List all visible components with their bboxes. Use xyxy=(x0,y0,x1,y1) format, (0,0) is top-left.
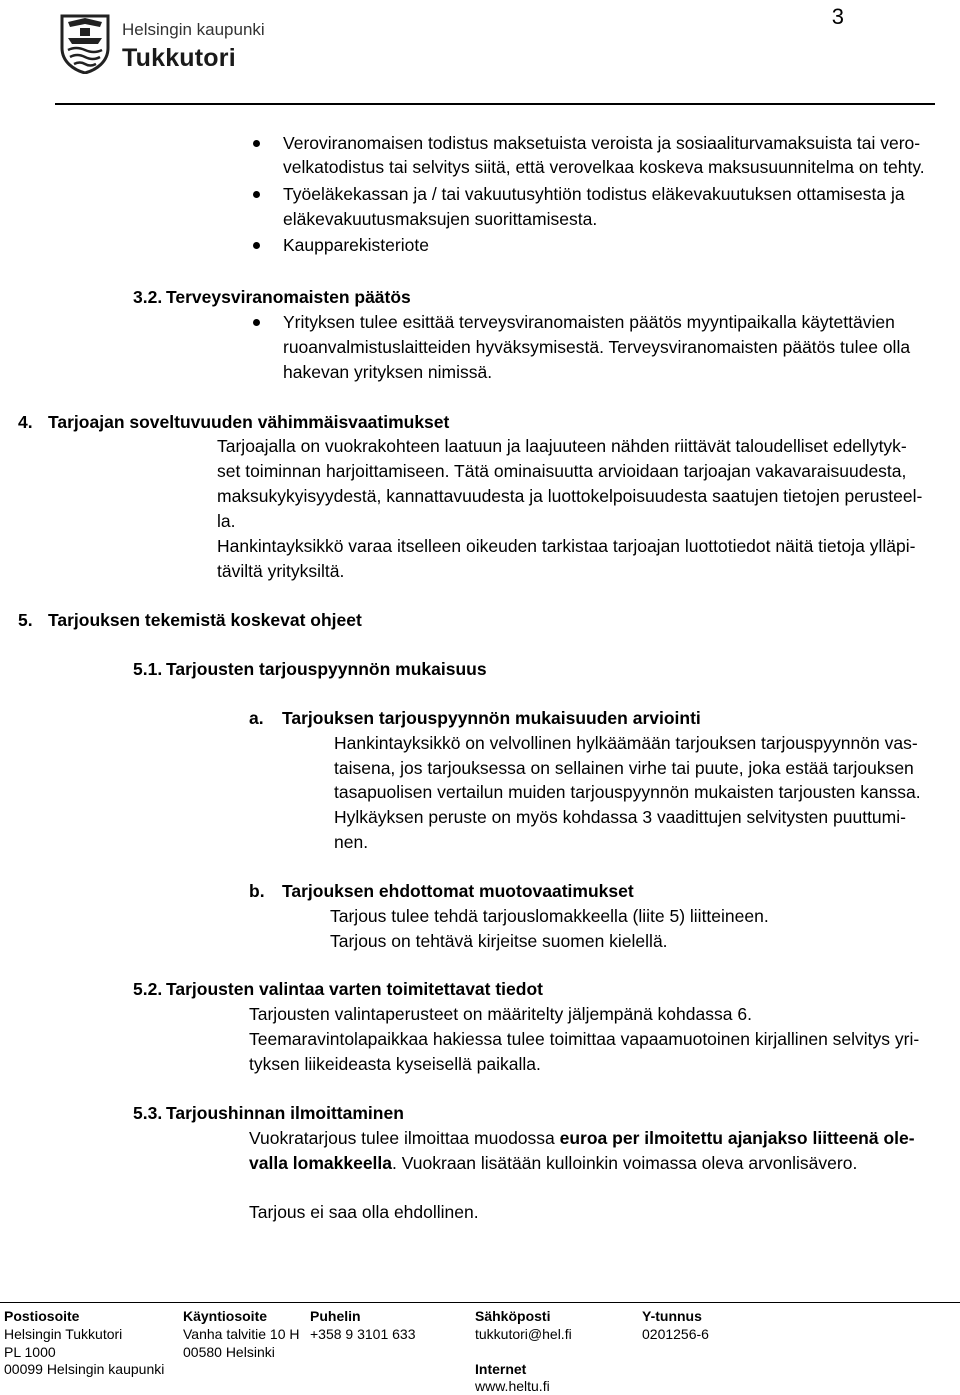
list-item-line: Veroviranomaisen todistus maksetuista veroista ja sosiaaliturvamaksuista tai vero- xyxy=(283,133,921,153)
section-number: 5.3. xyxy=(133,1103,163,1123)
emphasis-text: euroa per ilmoitettu ajanjakso liitteenä ole- xyxy=(559,1128,915,1148)
paragraph-line: Hylkäyksen peruste on myös kohdassa 3 vaadittujen selvitysten puuttumi- xyxy=(334,807,906,827)
subsection-heading: Tarjouksen ehdottomat muotovaatimukset xyxy=(282,881,634,901)
bullet-marker xyxy=(253,140,260,147)
section-heading: Tarjoushinnan ilmoittaminen xyxy=(166,1103,404,1123)
footer-label-ytunnus: Y-tunnus xyxy=(642,1308,702,1324)
list-item-line: Työeläkekassan ja / tai vakuutusyhtiön todistus eläkevakuutuksen ottamisesta ja xyxy=(283,184,905,204)
footer-value: Helsingin Tukkutori xyxy=(4,1326,123,1342)
footer-label-phone: Puhelin xyxy=(310,1308,361,1324)
section-number: 5.1. xyxy=(133,659,163,679)
footer-value: 0201256-6 xyxy=(642,1326,709,1342)
list-item-line: eläkevakuutusmaksujen suorittamisesta. xyxy=(283,209,598,229)
section-number: 5.2. xyxy=(133,979,163,999)
subsection-letter: b. xyxy=(249,881,265,901)
header-divider xyxy=(55,103,935,105)
paragraph-line xyxy=(249,1126,915,1150)
paragraph-line: Hankintayksikkö varaa itselleen oikeuden tarkistaa tarjoajan luottotiedot näitä tietoja ylläpi- xyxy=(217,536,916,556)
paragraph-line: Teemaravintolapaikkaa hakiessa tulee toimittaa vapaamuotoinen kirjallinen selvitys yri- xyxy=(249,1029,920,1049)
paragraph-line: la. xyxy=(217,511,236,531)
emphasis-text: valla lomakkeella xyxy=(249,1153,393,1173)
paragraph-line: set toiminnan harjoittamiseen. Tätä ominaisuutta arvioidaan tarjoajan vakavaraisuudesta, xyxy=(217,461,907,481)
paragraph-line xyxy=(249,1151,857,1175)
helsinki-crest-icon xyxy=(60,14,110,74)
section-heading: Tarjousten valintaa varten toimitettavat tiedot xyxy=(166,979,543,999)
paragraph-line: nen. xyxy=(334,832,369,852)
footer-value: 00580 Helsinki xyxy=(183,1344,275,1360)
text-run: . Vuokraan lisätään kulloinkin voimassa oleva arvonlisävero. xyxy=(392,1153,858,1173)
bullet-marker xyxy=(253,242,260,249)
paragraph-line: maksukykyisyydestä, kannattavuudesta ja luottokelpoisuudesta saatujen tietojen perusteel- xyxy=(217,486,923,506)
subsection-heading: Tarjouksen tarjouspyynnön mukaisuuden arviointi xyxy=(282,708,701,728)
subsection-letter: a. xyxy=(249,708,264,728)
paragraph-line: tyksen liikeideasta kyseisellä paikalla. xyxy=(249,1054,541,1074)
paragraph-line: Tarjous ei saa olla ehdollinen. xyxy=(249,1202,479,1222)
paragraph-line: Tarjous tulee tehdä tarjouslomakkeella (liite 5) liitteineen. xyxy=(330,906,769,926)
department-name: Tukkutori xyxy=(122,44,236,72)
footer-value: 00099 Helsingin kaupunki xyxy=(4,1361,165,1377)
organization-name: Helsingin kaupunki xyxy=(122,20,265,39)
section-heading: Tarjouksen tekemistä koskevat ohjeet xyxy=(48,610,362,630)
bullet-marker xyxy=(253,191,260,198)
footer-value: PL 1000 xyxy=(4,1344,56,1360)
paragraph-line: Hankintayksikkö on velvollinen hylkäämään tarjouksen tarjouspyynnön vas- xyxy=(334,733,918,753)
footer-value: Vanha talvitie 10 H xyxy=(183,1326,300,1342)
section-number: 3.2. xyxy=(133,287,163,307)
header-logo xyxy=(60,14,280,76)
page-number: 3 xyxy=(831,4,844,29)
paragraph-line: Yrityksen tulee esittää terveysviranomaisten päätös myyntipaikalla käytettävien xyxy=(283,312,895,332)
footer-divider xyxy=(0,1302,960,1303)
section-number: 5. xyxy=(18,610,33,630)
paragraph-line: taisena, jos tarjouksessa on sellainen virhe tai puute, joka estää tarjouksen xyxy=(334,758,914,778)
section-heading: Terveysviranomaisten päätös xyxy=(166,287,411,307)
list-item-line: Kaupparekisteriote xyxy=(283,235,429,255)
text-run: Vuokratarjous tulee ilmoittaa muodossa xyxy=(249,1128,560,1148)
paragraph-line: Tarjoajalla on vuokrakohteen laatuun ja laajuuteen nähden riittävät taloudelliset edellytyk- xyxy=(217,436,907,456)
paragraph-line: tasapuolisen vertailun muiden tarjouspyynnön mukaisten tarjousten kanssa. xyxy=(334,782,921,802)
paragraph-line: täviltä yrityksiltä. xyxy=(217,561,345,581)
footer-value: tukkutori@hel.fi xyxy=(475,1326,572,1342)
list-item-line: velkatodistus tai selvitys siitä, että verovelkaa koskeva maksusuunnitelma on tehty. xyxy=(283,157,925,177)
footer-value: +358 9 3101 633 xyxy=(310,1326,416,1342)
section-heading: Tarjoajan soveltuvuuden vähimmäisvaatimukset xyxy=(48,412,450,432)
section-heading: Tarjousten tarjouspyynnön mukaisuus xyxy=(166,659,487,679)
footer-label-visit: Käyntiosoite xyxy=(183,1308,268,1324)
section-number: 4. xyxy=(18,412,33,432)
footer-label-internet: Internet xyxy=(475,1361,527,1377)
footer-label-postal: Postiosoite xyxy=(4,1308,80,1324)
paragraph-line: ruoanvalmistuslaitteiden hyväksymisestä. Terveysviranomaisten päätös tulee olla xyxy=(283,337,911,357)
paragraph-line: Tarjous on tehtävä kirjeitse suomen kielellä. xyxy=(330,931,668,951)
footer-label-email: Sähköposti xyxy=(475,1308,551,1324)
bullet-marker xyxy=(253,319,260,326)
footer-value: www.heltu.fi xyxy=(475,1378,550,1394)
paragraph-line: Tarjousten valintaperusteet on määritelty jäljempänä kohdassa 6. xyxy=(249,1004,752,1024)
paragraph-line: hakevan yrityksen nimissä. xyxy=(283,362,493,382)
